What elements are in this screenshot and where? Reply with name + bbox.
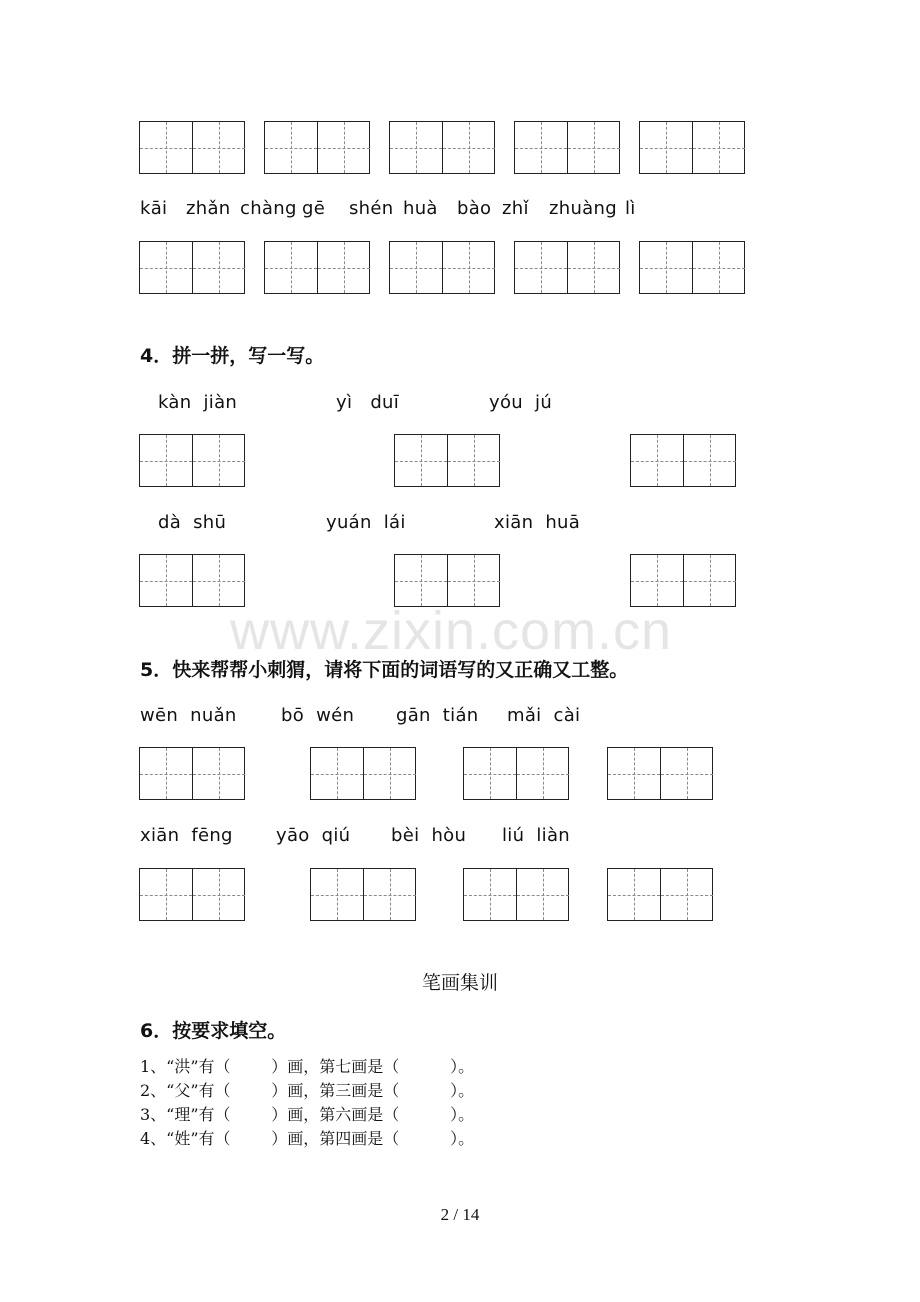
writing-box[interactable] <box>389 121 495 174</box>
fill-blank-line[interactable]: 3、“理”有（ ）画，第六画是（ ）。 <box>140 1105 475 1124</box>
writing-box[interactable] <box>389 241 495 294</box>
pinyin-word: zhǎn <box>186 198 231 219</box>
writing-box[interactable] <box>139 747 245 800</box>
writing-box[interactable] <box>139 121 245 174</box>
pinyin-word: bèi hòu <box>391 825 467 846</box>
pinyin-word: kāi <box>140 198 168 219</box>
writing-box[interactable] <box>139 241 245 294</box>
writing-box[interactable] <box>139 434 245 487</box>
question-5-title: 5．快来帮帮小刺猬，请将下面的词语写的又正确又工整。 <box>140 659 629 681</box>
page-number: 2 / 14 <box>440 1205 480 1224</box>
writing-box[interactable] <box>607 868 713 921</box>
pinyin-word: yì duī <box>336 392 400 413</box>
fill-blank-line[interactable]: 4、“姓”有（ ）画，第四画是（ ）。 <box>140 1129 475 1148</box>
writing-box[interactable] <box>607 747 713 800</box>
question-4-title: 4．拼一拼，写一写。 <box>140 345 325 367</box>
pinyin-word: dà shū <box>158 512 227 533</box>
pinyin-word: kàn jiàn <box>158 392 238 413</box>
pinyin-word: yóu jú <box>489 392 553 413</box>
pinyin-word: zhǐ <box>502 198 529 219</box>
pinyin-word: lì <box>625 198 636 219</box>
writing-box[interactable] <box>639 121 745 174</box>
pinyin-word: bō wén <box>281 705 355 726</box>
pinyin-word: wēn nuǎn <box>140 705 237 726</box>
pinyin-word: zhuàng <box>549 198 617 219</box>
pinyin-word: yāo qiú <box>276 825 351 846</box>
watermark: www.zixin.com.cn <box>230 601 673 661</box>
writing-box[interactable] <box>463 747 569 800</box>
pinyin-word: gē <box>302 198 326 219</box>
pinyin-word: mǎi cài <box>507 705 581 726</box>
section-title-strokes: 笔画集训 <box>421 972 498 994</box>
pinyin-word: bào <box>457 198 492 219</box>
pinyin-word: huà <box>403 198 438 219</box>
writing-box[interactable] <box>310 747 416 800</box>
writing-box[interactable] <box>514 241 620 294</box>
writing-box[interactable] <box>630 434 736 487</box>
fill-blank-line[interactable]: 1、“洪”有（ ）画，第七画是（ ）。 <box>140 1057 475 1076</box>
writing-box[interactable] <box>264 121 370 174</box>
pinyin-word: gān tián <box>396 705 479 726</box>
writing-box[interactable] <box>394 434 500 487</box>
writing-box[interactable] <box>310 868 416 921</box>
pinyin-word: liú liàn <box>502 825 570 846</box>
fill-blank-line[interactable]: 2、“父”有（ ）画，第三画是（ ）。 <box>140 1081 475 1100</box>
pinyin-word: yuán lái <box>326 512 406 533</box>
writing-box[interactable] <box>514 121 620 174</box>
writing-box[interactable] <box>264 241 370 294</box>
pinyin-word: xiān fēng <box>140 825 233 846</box>
writing-box[interactable] <box>139 868 245 921</box>
writing-box[interactable] <box>639 241 745 294</box>
writing-box[interactable] <box>463 868 569 921</box>
pinyin-word: chàng <box>240 198 297 219</box>
pinyin-word: shén <box>349 198 394 219</box>
question-6-title: 6．按要求填空。 <box>140 1020 287 1042</box>
pinyin-word: xiān huā <box>494 512 581 533</box>
